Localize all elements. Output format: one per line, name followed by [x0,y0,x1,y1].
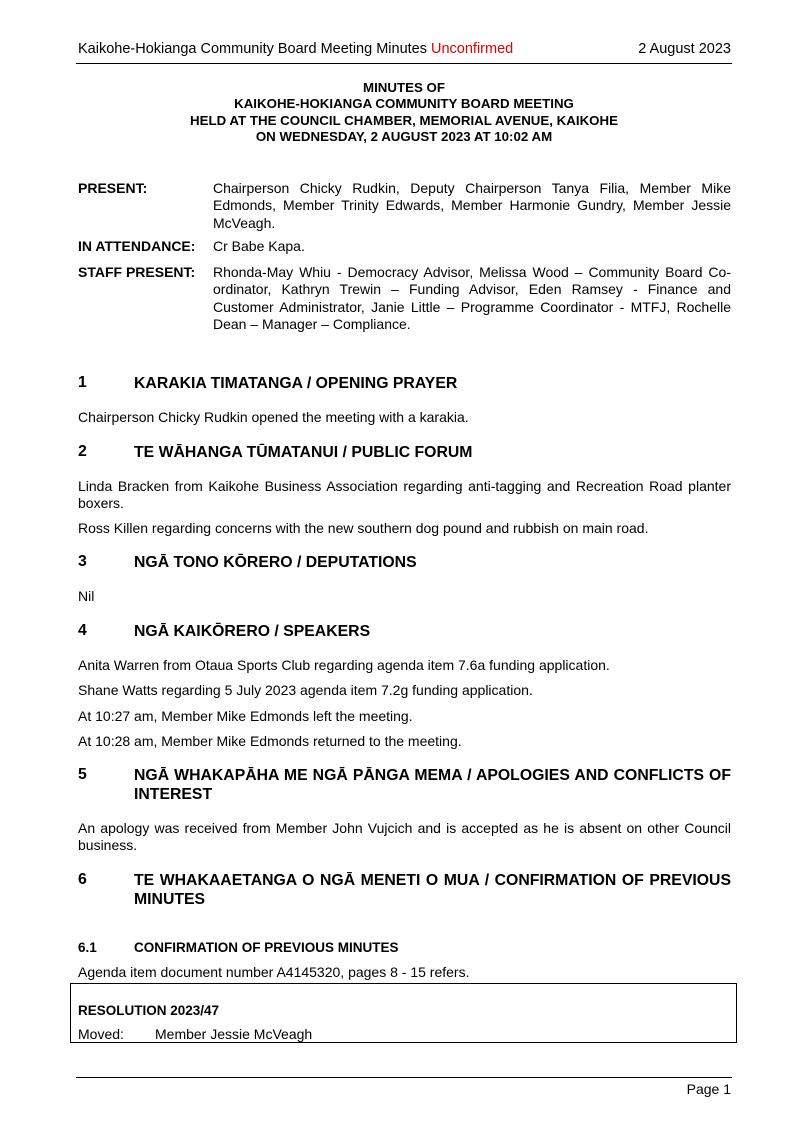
section-title: TE WHAKAAETANGA O NGĀ MENETI O MUA / CONFIRMATION OF PREVIOUS MINUTES [134,872,731,908]
present-value: Chairperson Chicky Rudkin, Deputy Chairperson Tanya Filia, Member Mike Edmonds, Member Trinity Edwards, Member Harmonie Gundry, Member Jessie McVeagh. [213,180,731,231]
section-paragraph: Nil [78,588,95,604]
subsection-title: CONFIRMATION OF PREVIOUS MINUTES [134,940,399,955]
section-paragraph: Chairperson Chicky Rudkin opened the meeting with a karakia. [78,409,469,425]
section-paragraph: Ross Killen regarding concerns with the new southern dog pound and rubbish on main road. [78,520,649,536]
section-title: NGĀ KAIKŌRERO / SPEAKERS [134,623,371,640]
title-line: MINUTES OF [363,80,445,95]
in-attendance-label: IN ATTENDANCE: [78,238,196,254]
section-paragraph: At 10:27 am, Member Mike Edmonds left the meeting. [78,708,413,724]
section-number: 2 [78,443,87,460]
page-number: Page 1 [686,1081,731,1097]
section-paragraph: Shane Watts regarding 5 July 2023 agenda item 7.2g funding application. [78,682,533,698]
section-paragraph: An apology was received from Member John Vujcich and is accepted as he is absent on other Council business. [78,820,731,854]
staff-present-label: STAFF PRESENT: [78,264,196,280]
resolution-box-bottom [70,1042,737,1043]
section-number: 3 [78,553,87,570]
subsection-number: 6.1 [78,940,97,955]
in-attendance-value: Cr Babe Kapa. [213,238,305,254]
section-title: NGĀ WHAKAPĀHA ME NGĀ PĀNGA MEMA / APOLOGIES AND CONFLICTS OF INTEREST [134,767,731,803]
section-number: 5 [78,766,87,783]
section-paragraph: Anita Warren from Otaua Sports Club regarding agenda item 7.6a funding application. [78,657,610,673]
page-header [78,41,731,57]
resolution-title: RESOLUTION 2023/47 [78,1003,220,1018]
footer-divider [76,1077,732,1078]
header-divider [76,63,732,64]
header-title: Kaikohe-Hokianga Community Board Meeting Minutes [78,41,427,57]
section-paragraph: At 10:28 am, Member Mike Edmonds returned to the meeting. [78,733,462,749]
section-title: NGĀ TONO KŌRERO / DEPUTATIONS [134,554,417,571]
section-number: 4 [78,622,87,639]
present-label: PRESENT: [78,180,148,196]
title-line: HELD AT THE COUNCIL CHAMBER, MEMORIAL AVENUE, KAIKOHE [190,112,618,128]
document-title [78,80,730,146]
moved-label: Moved: [78,1026,124,1042]
staff-present-value: Rhonda-May Whiu - Democracy Advisor, Melissa Wood – Community Board Co-ordinator, Kathryn Trewin – Funding Advisor, Eden Ramsey - Finance and Customer Administrator, Janie Little – Programme Coordinator - MTFJ, Rochelle Dean – Manager – Compliance. [213,264,731,332]
section-title: TE WĀHANGA TŪMATANUI / PUBLIC FORUM [134,444,473,461]
section-title: KARAKIA TIMATANGA / OPENING PRAYER [134,375,458,392]
header-title-line [78,41,513,57]
header-status: Unconfirmed [431,41,514,57]
header-date: 2 August 2023 [638,41,731,57]
section-number: 6 [78,871,87,888]
subsection-text: Agenda item document number A4145320, pages 8 - 15 refers. [78,964,470,980]
title-line: ON WEDNESDAY, 2 AUGUST 2023 AT 10:02 AM [255,129,553,145]
moved-by: Member Jessie McVeagh [155,1026,313,1042]
title-line: KAIKOHE-HOKIANGA COMMUNITY BOARD MEETING [234,96,574,112]
section-number: 1 [78,374,87,391]
section-paragraph: Linda Bracken from Kaikohe Business Association regarding anti-tagging and Recreation Road planter boxers. [78,478,731,512]
